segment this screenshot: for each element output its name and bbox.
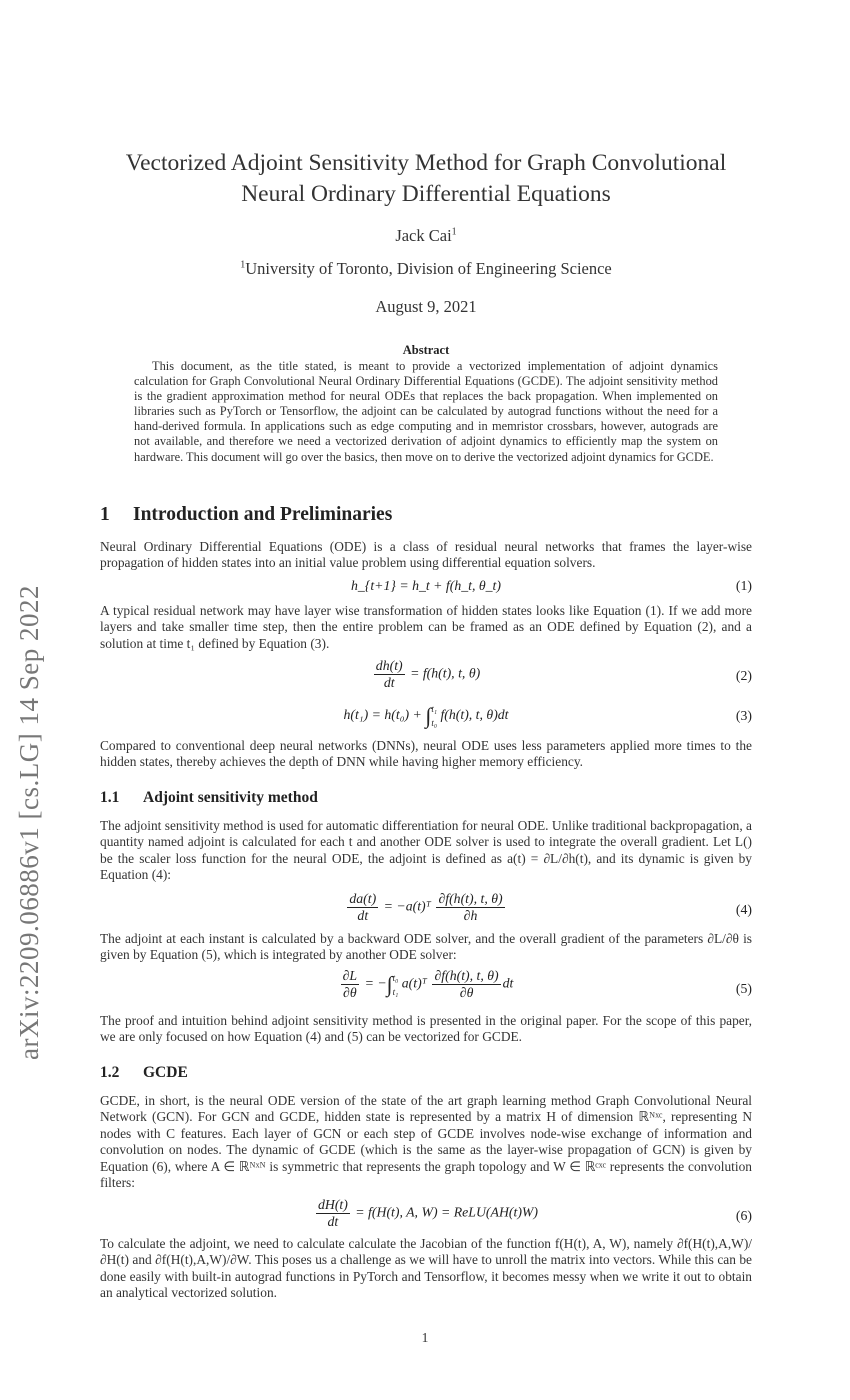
affiliation-superscript: 1 [240,259,246,271]
equation-2-fraction: $\frac{dh(t)}{dt}$ [375,658,403,690]
paragraph-4: The adjoint sensitivity method is used for automatic differentiation for neural ODE. Unlike traditional backpropagation, a quantity named adjoint is calculated for each t and another ODE solver is used to integrate the overall gradient. Let L() be the scaler loss function for the neural ODE, the adjoint is defined as a(t) = ∂L/∂h(t), and its dynamic is given by Equation (4): [100,818,752,883]
equation-4-number: (4) [735,902,752,917]
equation-6-number: (6) [735,1208,752,1223]
paper-date: August 9, 2021 [375,297,477,316]
affiliation [100,259,752,279]
equation-2 [100,658,752,696]
section-number: 1.2 [100,1064,120,1081]
abstract-heading: Abstract [402,343,450,357]
paragraph-6: The proof and intuition behind adjoint sensitivity method is presented in the original paper. For the scope of this paper, we are only focused on how Equation (4) and (5) can be vectorized for GCDE. [100,1013,752,1045]
arxiv-identifier: arXiv:2209.06886v1 [cs.LG] 14 Sep 2022 [14,585,44,1060]
equation-3-number: (3) [735,708,752,723]
equation-1-body: h_{t+1} = h_t + f(h_t, θ_t) [351,578,501,593]
paragraph-8: To calculate the adjoint, we need to calculate calculate the Jacobian of the function f(H(t), A, W), namely ∂f(H(t),A,W)/∂H(t) and ∂f(H(t),A,W)/∂W. This poses us a challenge as we will have to unroll the matrix into vectors. While this can be done easily with built-in autograd functions in PyTorch and Tensorflow, it becomes messy when we write it out to obtain an analytical vectorized solution. [100,1236,752,1301]
affiliation-text: University of Toronto, Division of Engineering Science [245,259,612,278]
equation-3-lhs: h(t₁) = h(t₀) + [343,707,422,723]
paragraph-2: A typical residual network may have layer wise transformation of hidden states looks like Equation (1). If we add more layers and take smaller time step, then the entire problem can be framed as an ODE defined by Equation (2), and a solution at time t₁ defined by Equation (3). [100,603,752,651]
author-superscript: 1 [451,226,457,238]
equation-5-number: (5) [735,981,752,996]
paper-title [100,148,752,210]
section-title: Adjoint sensitivity method [143,789,318,806]
equation-1-number: (1) [735,578,752,593]
title-line-2: Neural Ordinary Differential Equations [241,181,611,207]
equation-2-rhs: = f(h(t), t, θ) [410,665,481,681]
author [100,226,752,246]
equation-5: $\frac{\partial L}{\partial\theta}$ = −∫ t₀ t₁ a(t)ᵀ $\frac{\partial f(h(t), t, \theta)}{\partial\theta}$ dt (5) [342,968,752,1000]
section-title: GCDE [143,1064,188,1081]
section-title: Introduction and Preliminaries [133,504,393,525]
paragraph-1: Neural Ordinary Differential Equations (ODE) is a class of residual neural networks that frames the layer-wise propagation of hidden states into an initial value problem using differential equation solvers. [100,539,752,571]
title-line-1: Vectorized Adjoint Sensitivity Method for Graph Convolutional [125,150,727,176]
abstract-text: This document, as the title stated, is meant to provide a vectorized implementation of adjoint dynamics calculation for Graph Convolutional Neural Ordinary Differential Equations (GCDE). The adjoint sensitivity method is the gradient approximation method for neural ODEs that replaces the back propagation. When implemented on libraries such as PyTorch or Tensorflow, the adjoint can be calculated by autograd functions without the need for a hand-derived formula. In applications such as edge computing and in memristor crossbars, however, autograds are not available, and therefore we need a vectorized derivation of adjoint dynamics to efficiently map the system on hardware. This document will go over the basics, then move on to derive the vectorized adjoint dynamics for GCDE. [134,359,718,464]
section-number: 1 [100,504,110,525]
section-1-1-heading [100,789,318,807]
integral-sign: ∫ [386,971,393,997]
paragraph-3: Compared to conventional deep neural networks (DNNs), neural ODE uses less parameters applied more times to the hidden states, thereby achieves the depth of DNN while having higher memory efficiency. [100,738,752,770]
integral-sign: ∫ [425,703,432,728]
page-number: 1 [421,1330,429,1345]
section-1-2-heading [100,1064,188,1082]
equation-4: $\frac{da(t)}{dt}$ = −a(t)ᵀ $\frac{\partial f(h(t), t, \theta)}{\partial h}$ (4) [349,891,752,923]
equation-3: h(t₁) = h(t₀) + ∫ t₁ t₀ f(h(t), t, θ)dt (3) [343,703,752,728]
author-name: Jack Cai [395,226,452,245]
paragraph-5: The adjoint at each instant is calculated by a backward ODE solver, and the overall gradient of the parameters ∂L/∂θ is given by Equation (5), which is integrated by another ODE solver: [100,931,752,963]
paragraph-7: GCDE, in short, is the neural ODE version of the state of the art graph learning method Graph Convolutional Neural Network (GCN). For GCN and GCDE, hidden state is represented by a matrix H of dimension ℝᴺˣᶜ, representing N nodes with C features. Each layer of GCN or each step of GCDE involves node-wise exchange of information and convolution on nodes. The dynamic of GCDE (which is the same as the layer-wise propagation of GCN) is given by Equation (6), where A ∈ ℝᴺˣᴺ is symmetric that represents the graph topology and W ∈ ℝᶜˣᶜ represents the convolution filters: [100,1093,752,1191]
equation-2-number: (2) [735,668,752,683]
equation-3-rhs: f(h(t), t, θ)dt [440,707,509,723]
equation-6: $\frac{dH(t)}{dt}$ = f(H(t), A, W) = ReLU(AH(t)W) (6) [317,1197,752,1229]
section-1-heading [100,504,392,526]
section-number: 1.1 [100,789,120,806]
